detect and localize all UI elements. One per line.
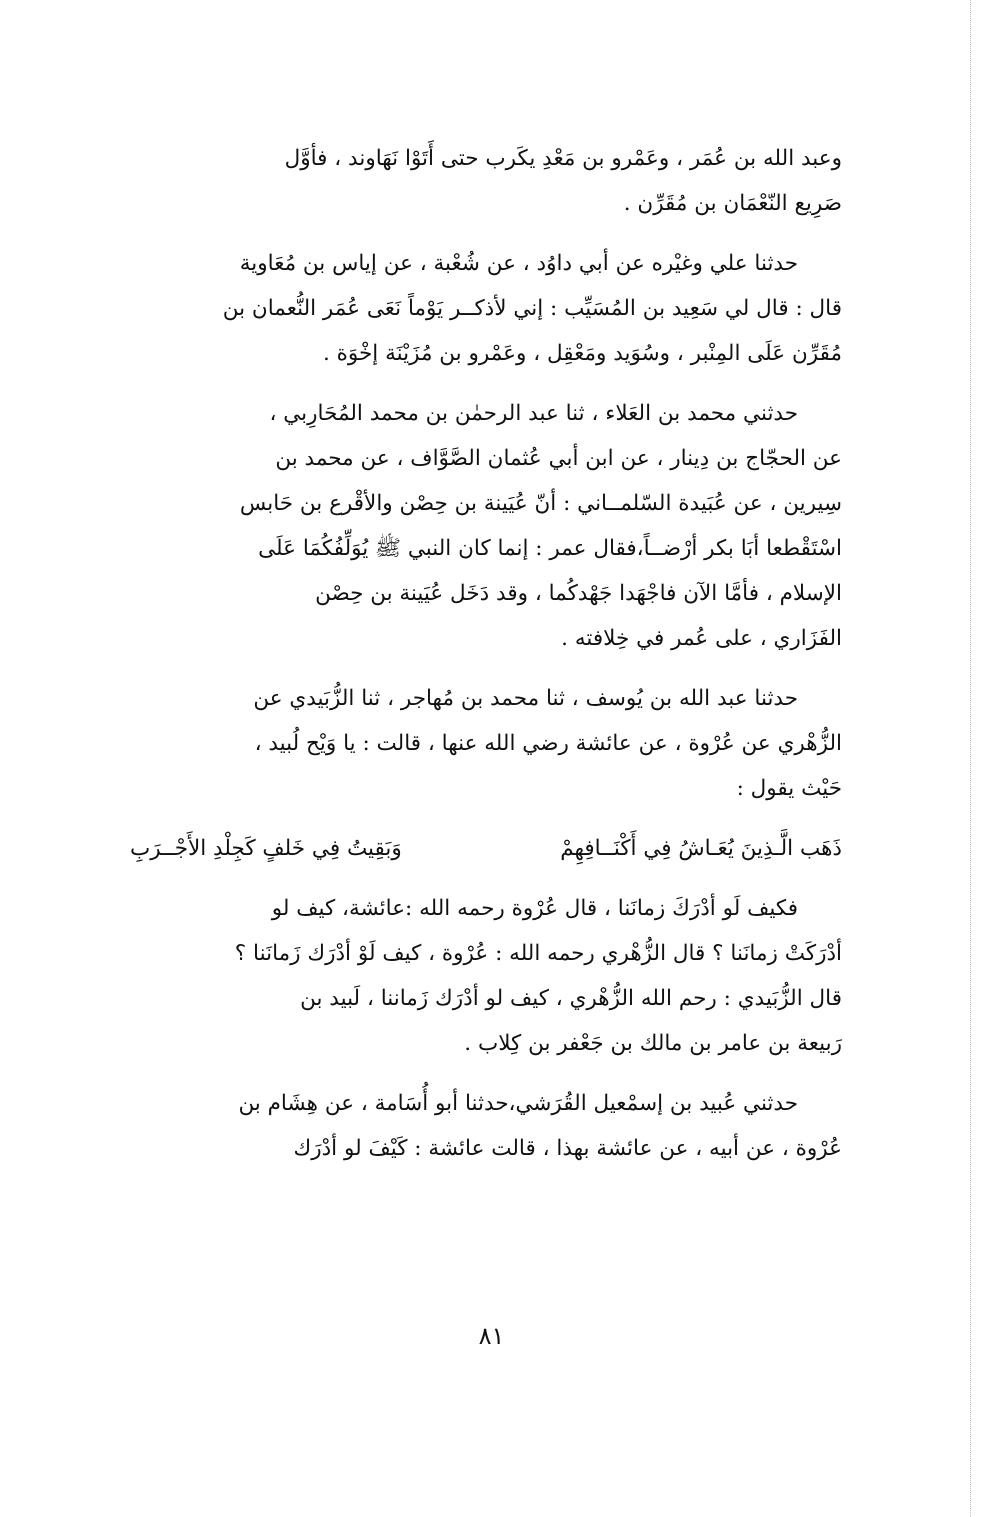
paragraph-3: حدثني محمد بن العَلاء ، ثنا عبد الرحمٰن بن محمد المُحَارِبي ، عن الحجّاج بن دِينار ، عن ابن أبي عُثمان الصَّوَّاف ، عن محمد بن سِيرين ، عن عُبَيدة السّلمــاني : أنّ عُيَينة بن حِصْن والأقْرع بن حَابس اسْتَقْطعا أبَا بكر أرْضــاً،فقال عمر : إنما كان النبي ﷺ يُوَلِّفُكُمَا عَلَى الإسلام ، فأمَّا الآن فاجْهَدا جَهْدكُما ، وقد دَخَل عُيَينة بن حِصْن الفَزَاري ، على عُمر في خِلافته . (239, 401, 842, 651)
paragraph-6: حدثني عُبيد بن إسمْعيل القُرَشي،حدثنا أبو أُسَامة ، عن هِشَام بن عُرْوة ، عن أبيه ، عن عائشة بهذا ، قالت عائشة : كَيْفَ لو أدْرَك (238, 1091, 842, 1161)
verse-first-hemistich: ذَهَب الَّـذِينَ يُعَـاشُ فِي أَكْنَــافِهِمْ (560, 836, 842, 861)
main-text-block (130, 136, 842, 1171)
paragraph-5: فكيف لَو أدْرَكَ زمانَنا ، قال عُرْوة رحمه الله :عائشة، كيف لو أدْرَكَتْ زمانَنا ؟ قال الزُّهْري رحمه الله : عُرْوة ، كيف لَوْ أدْرَك زَمانَنا ؟ قال الزُّبَيدي : رحم الله الزُّهْري ، كيف لو أدْرَك زَماننا ، لَبيد بن رَبيعة بن عامر بن مالك بن جَعْفر بن كِلاب . (234, 896, 842, 1056)
verse-second-hemistich: وَبَقِيتُ فِي خَلفٍ كَجِلْدِ الأَجْــرَبِ (130, 836, 402, 861)
scan-edge-line (969, 0, 971, 1517)
page-number: ٨١ (478, 1322, 505, 1350)
paragraph-1: وعبد الله بن عُمَر ، وعَمْرو بن مَعْدِ يكَرب حتى أَتَوْا نَهَاوند ، فأوَّل صَرِيع النّعْمَان بن مُقَرِّن . (284, 146, 842, 216)
paragraph-4: حدثنا عبد الله بن يُوسف ، ثنا محمد بن مُهاجر ، ثنا الزُّبَيدي عن الزُّهْري عن عُرْوة ، عن عائشة رضي الله عنها ، قالت : يا وَيْح لُبيد ، حَيْث يقول : (253, 686, 842, 801)
paragraph-2: حدثنا علي وغيْره عن أبي داوُد ، عن شُعْبة ، عن إياس بن مُعَاوية قال : قال لي سَعِيد بن المُسَيِّب : إني لأذكــر يَوْماً نَعَى عُمَر النُّعمان بن مُقَرِّن عَلَى المِنْبر ، وسُوَيد ومَعْقِل ، وعَمْرو بن مُزَيْنَة إخْوَة . (222, 251, 842, 366)
poetry-verse (130, 826, 842, 871)
